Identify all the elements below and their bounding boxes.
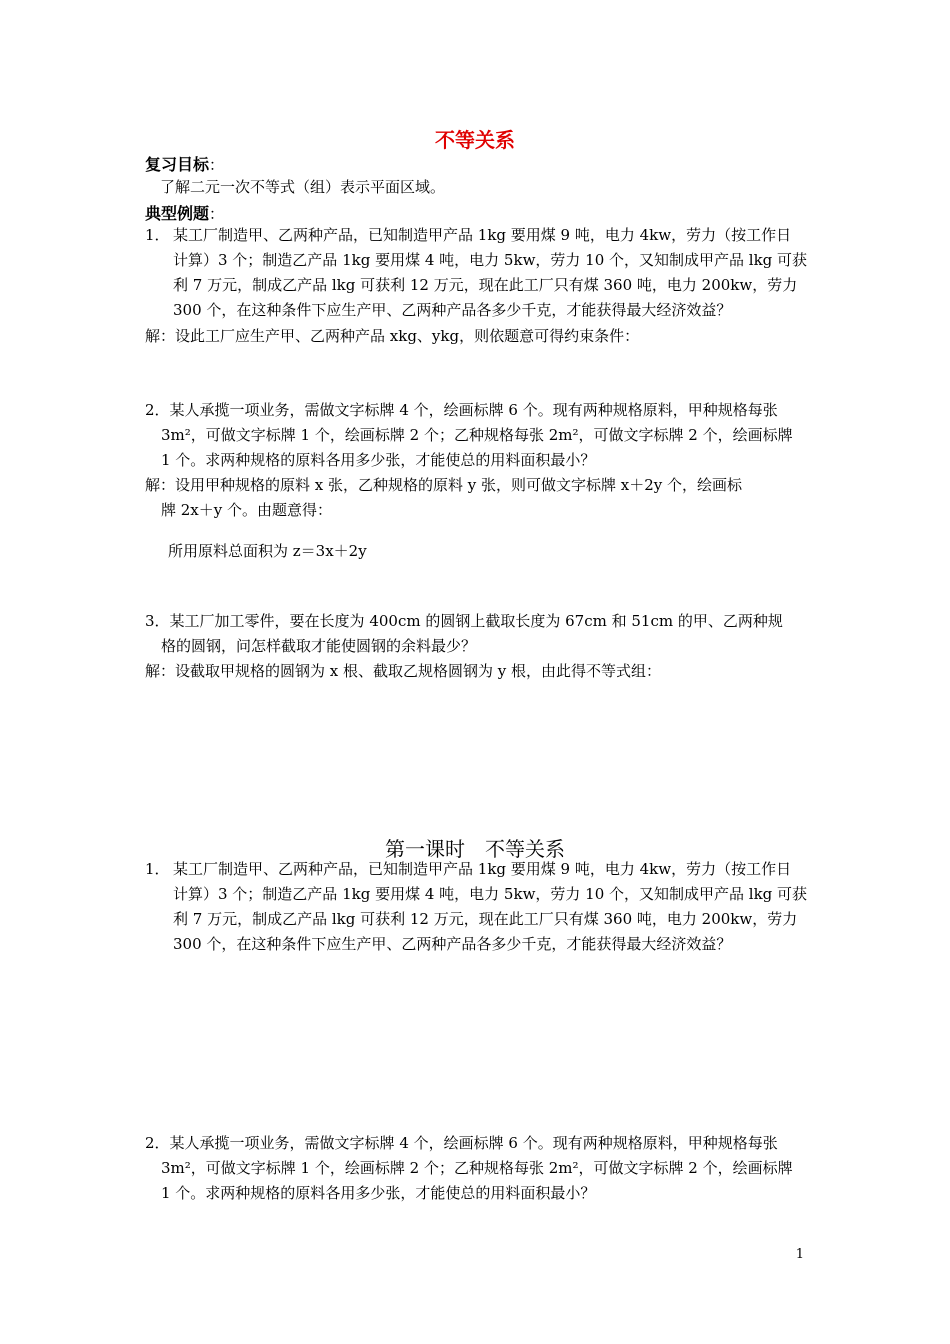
question-1-repeat-line: 计算）3 个；制造乙产品 1kg 要用煤 4 吨，电力 5kw，劳力 10 个，又知制成甲产品 lkg 可获 xyxy=(173,885,808,903)
question-2-area-expression: 所用原料总面积为 z＝3x＋2y xyxy=(168,542,367,560)
document-title: 不等关系 xyxy=(435,128,515,152)
question-3-line: 3．某工厂加工零件，要在长度为 400cm 的圆钢上截取长度为 67cm 和 51cm 的甲、乙两种规 xyxy=(145,612,783,630)
question-1-number: 1． xyxy=(145,226,170,244)
question-1-repeat-line: 300 个，在这种条件下应生产甲、乙两种产品各多少千克，才能获得最大经济效益？ xyxy=(173,935,732,953)
question-2-solution xyxy=(145,473,815,523)
question-3 xyxy=(145,609,815,659)
question-2-line: 2．某人承揽一项业务，需做文字标牌 4 个，绘画标牌 6 个。现有两种规格原料，甲种规格每张 xyxy=(145,401,778,419)
question-2-repeat-line: 3m²，可做文字标牌 1 个，绘画标牌 2 个；乙种规格每张 2m²，可做文字标牌 2 个，绘画标牌 xyxy=(161,1159,793,1177)
review-goal-colon: ： xyxy=(209,156,225,174)
section-2-title: 第一课时 不等关系 xyxy=(385,837,565,861)
question-2-repeat xyxy=(145,1131,815,1206)
question-2-solution-line: 牌 2x＋y 个。由题意得： xyxy=(161,501,333,519)
question-1-line: 计算）3 个；制造乙产品 1kg 要用煤 4 吨，电力 5kw，劳力 10 个，又知制成甲产品 lkg 可获 xyxy=(173,251,808,269)
examples-colon: ： xyxy=(209,205,225,223)
review-goal-label: 复习目标 xyxy=(145,155,210,174)
question-1-repeat-line: 某工厂制造甲、乙两种产品，已知制造甲产品 1kg 要用煤 9 吨，电力 4kw，劳力（按工作日 xyxy=(173,860,792,878)
question-2-repeat-line: 1 个。求两种规格的原料各用多少张，才能使总的用料面积最小？ xyxy=(161,1184,596,1202)
question-1-repeat-number: 1． xyxy=(145,860,170,878)
question-3-line: 格的圆钢，问怎样截取才能使圆钢的余料最少？ xyxy=(161,637,477,655)
question-2-line: 1 个。求两种规格的原料各用多少张，才能使总的用料面积最小？ xyxy=(161,451,596,469)
question-1-repeat-line: 利 7 万元，制成乙产品 lkg 可获利 12 万元，现在此工厂只有煤 360 吨，电力 200kw，劳力 xyxy=(173,910,798,928)
question-1-line: 利 7 万元，制成乙产品 lkg 可获利 12 万元，现在此工厂只有煤 360 吨，电力 200kw，劳力 xyxy=(173,276,798,294)
question-1-repeat xyxy=(145,857,810,957)
question-3-solution: 解：设截取甲规格的圆钢为 x 根、截取乙规格圆钢为 y 根，由此得不等式组： xyxy=(145,662,662,680)
question-2 xyxy=(145,398,815,473)
review-goal-text: 了解二元一次不等式（组）表示平面区域。 xyxy=(160,178,446,196)
question-1 xyxy=(145,223,810,323)
question-2-repeat-line: 2．某人承揽一项业务，需做文字标牌 4 个，绘画标牌 6 个。现有两种规格原料，甲种规格每张 xyxy=(145,1134,778,1152)
question-1-line: 300 个，在这种条件下应生产甲、乙两种产品各多少千克，才能获得最大经济效益？ xyxy=(173,301,732,319)
page-number: 1 xyxy=(795,1247,804,1262)
question-1-line: 某工厂制造甲、乙两种产品，已知制造甲产品 1kg 要用煤 9 吨，电力 4kw，劳力（按工作日 xyxy=(173,226,792,244)
question-1-solution: 解：设此工厂应生产甲、乙两种产品 xkg、ykg，则依题意可得约束条件： xyxy=(145,327,640,345)
question-2-line: 3m²，可做文字标牌 1 个，绘画标牌 2 个；乙种规格每张 2m²，可做文字标牌 2 个，绘画标牌 xyxy=(161,426,793,444)
question-2-solution-line: 解：设用甲种规格的原料 x 张，乙种规格的原料 y 张，则可做文字标牌 x＋2y 个，绘画标 xyxy=(145,476,743,494)
examples-label: 典型例题 xyxy=(145,204,210,223)
